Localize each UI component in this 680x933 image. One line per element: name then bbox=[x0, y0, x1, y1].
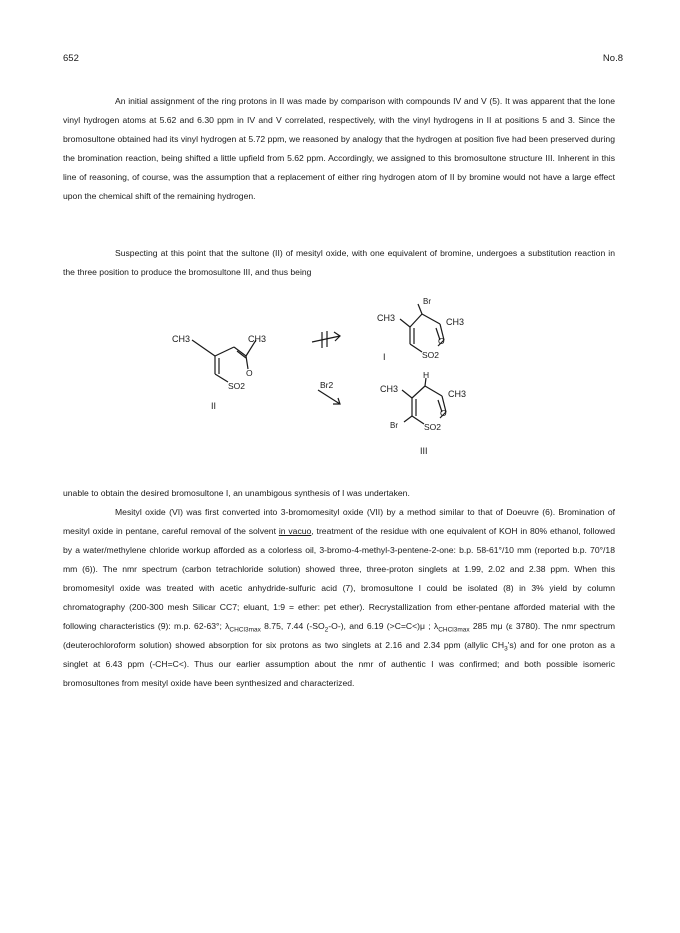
paragraph-4-part-2: , treatment of the residue with one equivalent of KOH in 80% ethanol, followed by a water/methylene chloride workup afforded as a colorless oil, 3-bromo-4-methyl-3-pentene-2-one: b.p. 58-61°/10 mm (reported b.p. 70°/18 mm (6)). The nmr spectrum (carbon tetrachloride solution) showed three, three-proton singlets at 1.99, 2.02 and 2.38 ppm. When this bromomesityl oxide was treated with acetic anhydride-sulfuric acid (7), bromosultone I could be isolated (8) in 3% yield by column chromatography (200-300 mesh Silicar CC7; eluant, 1:9 = ether: pet ether). Recrystallization from ether-pentane afforded material with the following characteristics (9): m.p. 62-63°; λ bbox=[63, 526, 615, 631]
paragraph-2 bbox=[63, 244, 615, 282]
paragraph-3-text: unable to obtain the desired bromosultone I, an unambigous synthesis of I was undertaken. bbox=[63, 488, 410, 498]
ch3-subscript: 3 bbox=[504, 645, 508, 653]
III-oxygen: O bbox=[440, 408, 447, 418]
I-bromine: Br bbox=[423, 297, 431, 306]
blocked-arrow bbox=[312, 331, 340, 348]
II-oxygen: O bbox=[246, 368, 253, 378]
III-hydrogen: H bbox=[423, 370, 430, 380]
ir-values: 8.75, 7.44 (-SO bbox=[260, 621, 325, 631]
paragraph-2-text: Suspecting at this point that the sultone (II) of mesityl oxide, with one equivalent of bromine, undergoes a substitution reaction in the three position to produce the bromosultone III, and thus being bbox=[63, 248, 615, 277]
in-vacuo: in vacuo bbox=[278, 526, 312, 536]
I-ch3-right: CH3 bbox=[446, 317, 465, 327]
journal-issue: No.8 bbox=[602, 53, 623, 64]
III-ch3-right: CH3 bbox=[448, 389, 467, 399]
II-ch3-left: CH3 bbox=[172, 334, 191, 344]
paragraph-4-part-3: 's) and for one proton as a singlet at 6.43 ppm (-CH=C<). Thus our earlier assumption about the nmr of authentic I was confirmed; and both possible isomeric bromosultones from mesityl oxide have been synthesized and characterized. bbox=[63, 640, 615, 688]
I-so2: SO2 bbox=[422, 350, 440, 360]
page-number: 652 bbox=[63, 53, 79, 64]
paragraph-4-part-1: Mesityl oxide (VI) was first converted into 3-bromomesityl oxide (VII) by a method similar to that of Doeuvre (6). Bromination of mesityl oxide in pentane, careful removal of the solvent bbox=[63, 507, 615, 536]
I-label: I bbox=[383, 352, 386, 362]
reagent-br2: Br2 bbox=[320, 380, 334, 390]
uv-max: max bbox=[457, 626, 470, 634]
paragraph-1-text: An initial assignment of the ring protons in II was made by comparison with compounds IV and V (5). It was apparent that the lone vinyl hydrogen atoms at 5.62 and 6.30 ppm in IV and V correlated, respectively, with the vinyl hydrogens in II at positions 5 and 3. Since the bromosultone obtained had its vinyl hydrogen at 5.72 ppm, we reasoned by analogy that the hydrogen at position five had been preserved during the bromination reaction, being shifted a little upfield from 5.62 ppm. Accordingly, we assigned to this bromosultone structure III. Inherent in this line of reasoning, of course, was the assumption that a replacement of either ring hydrogen atom of II by bromine would not have a large effect upon the chemical shift of the remaining hydrogen. bbox=[63, 96, 615, 201]
reaction-scheme bbox=[170, 294, 530, 474]
III-bromine: Br bbox=[390, 421, 398, 430]
paragraph-4 bbox=[63, 503, 615, 693]
so2-subscript: 2 bbox=[324, 626, 329, 634]
I-oxygen: O bbox=[438, 336, 445, 346]
II-label: II bbox=[211, 401, 217, 411]
bromination-arrow bbox=[318, 390, 340, 404]
ir-solvent: CHCl3 bbox=[229, 626, 249, 634]
III-so2: SO2 bbox=[424, 422, 442, 432]
paragraph-1 bbox=[63, 92, 615, 206]
II-so2: SO2 bbox=[228, 381, 246, 391]
III-ch3-left: CH3 bbox=[380, 384, 399, 394]
ir-tail: -O-), and 6.19 (>C=C<)μ ; λ bbox=[328, 621, 439, 631]
uv-solvent: CHCl3 bbox=[438, 626, 458, 634]
I-ch3-left: CH3 bbox=[377, 313, 396, 323]
uv-values: 285 mμ (ε 3780). The nmr spectrum (deuterochloroform solution) showed absorption for six protons as two singlets at 2.16 and 2.34 ppm (allylic CH bbox=[63, 621, 615, 650]
II-ch3-right: CH3 bbox=[248, 334, 267, 344]
III-label: III bbox=[420, 446, 428, 456]
paragraph-3 bbox=[63, 484, 615, 503]
ir-max: max bbox=[248, 626, 261, 634]
